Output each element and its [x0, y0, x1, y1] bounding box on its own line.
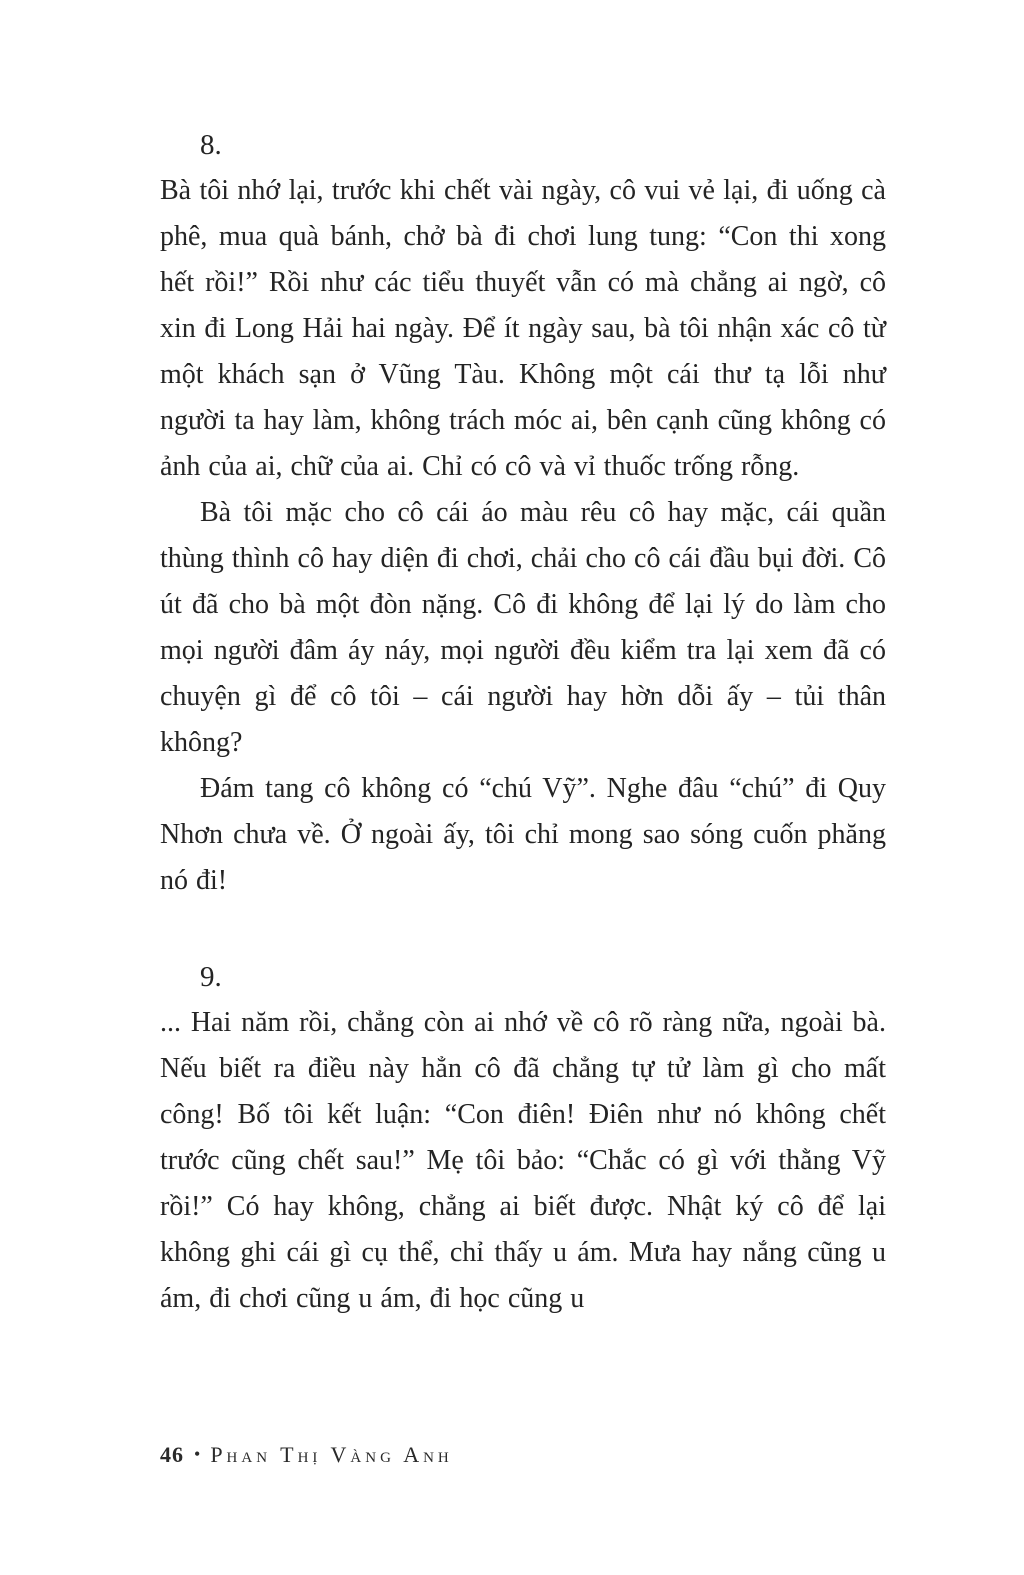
footer-separator-dot: •: [194, 1444, 201, 1464]
section-8-heading: 8.: [200, 129, 222, 161]
section-8-paragraph-2: Bà tôi mặc cho cô cái áo màu rêu cô hay mặc, cái quần thùng thình cô hay diện đi chơi, chải cho cô cái đầu bụi đời. Cô út đã cho bà một đòn nặng. Cô đi không để lại lý do làm cho mọi người đâm áy náy, mọi người đều kiểm tra lại xem đã có chuyện gì để cô tôi – cái người hay hờn dỗi ấy – tủi thân không?: [160, 497, 886, 758]
page-number: 46: [160, 1442, 184, 1467]
page-content: [160, 122, 886, 1322]
page-footer: [160, 1442, 453, 1468]
section-8-paragraph-1: Bà tôi nhớ lại, trước khi chết vài ngày, cô vui vẻ lại, đi uống cà phê, mua quà bánh, chở bà đi chơi lung tung: “Con thi xong hết rồi!” Rồi như các tiểu thuyết vẫn có mà chẳng ai ngờ, cô xin đi Long Hải hai ngày. Để ít ngày sau, bà tôi nhận xác cô từ một khách sạn ở Vũng Tàu. Không một cái thư tạ lỗi như người ta hay làm, không trách móc ai, bên cạnh cũng không có ảnh của ai, chữ của ai. Chỉ có cô và vỉ thuốc trống rỗng.: [160, 175, 886, 482]
section-9-paragraph-1: ... Hai năm rồi, chẳng còn ai nhớ về cô rõ ràng nữa, ngoài bà. Nếu biết ra điều này hẳn cô đã chẳng tự tử làm gì cho mất công! Bố tôi kết luận: “Con điên! Điên như nó không chết trước cũng chết sau!” Mẹ tôi bảo: “Chắc có gì với thằng Vỹ rồi!” Có hay không, chẳng ai biết được. Nhật ký cô để lại không ghi cái gì cụ thể, chỉ thấy u ám. Mưa hay nắng cũng u ám, đi chơi cũng u ám, đi học cũng u: [160, 1007, 886, 1314]
section-8-paragraph-3: Đám tang cô không có “chú Vỹ”. Nghe đâu “chú” đi Quy Nhơn chưa về. Ở ngoài ấy, tôi chỉ mong sao sóng cuốn phăng nó đi!: [160, 773, 886, 896]
author-name: Phan Thị Vàng Anh: [210, 1442, 453, 1467]
section-9-heading: 9.: [200, 961, 222, 993]
